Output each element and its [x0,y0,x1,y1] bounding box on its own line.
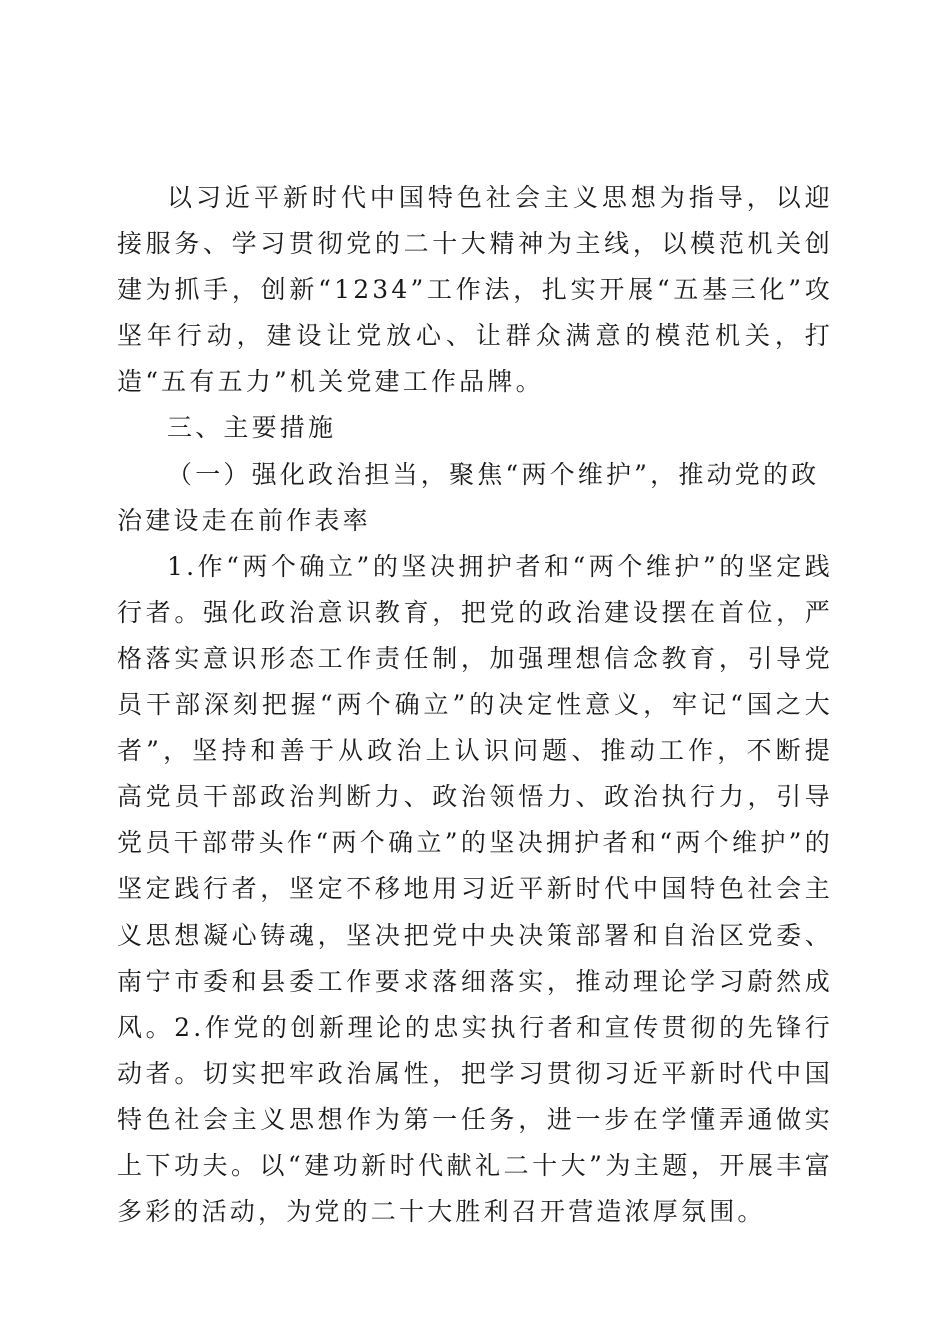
guiding-ideology-paragraph: 以习近平新时代中国特色社会主义思想为指导，以迎接服务、学习贯彻党的二十大精神为主线，以模范机关创建为抓手，创新“1234”工作法，扎实开展“五基三化”攻坚年行动，建设让党放心、让群众满意的模范机关，打造“五有五力”机关党建工作品牌。 [117,183,833,397]
subsection-heading-political-responsibility: （一）强化政治担当，聚焦“两个维护”，推动党的政治建设走在前作表率 [117,459,820,535]
measure-items-paragraph: 1.作“两个确立”的坚决拥护者和“两个维护”的坚定践行者。强化政治意识教育，把党的政治建设摆在首位，严格落实意识形态工作责任制，加强理想信念教育，引导党员干部深刻把握“两个确立”的决定性意义，牢记“国之大者”，坚持和善于从政治上认识问题、推动工作，不断提高党员干部政治判断力、政治领悟力、政治执行力，引导党员干部带头作“两个确立”的坚决拥护者和“两个维护”的坚定践行者，坚定不移地用习近平新时代中国特色社会主义思想凝心铸魂，坚决把党中央决策部署和自治区党委、南宁市委和县委工作要求落细落实，推动理论学习蔚然成风。2.作党的创新理论的忠实执行者和宣传贯彻的先锋行动者。切实把牢政治属性，把学习贯彻习近平新时代中国特色社会主义思想作为第一任务，进一步在学懂弄通做实上下功夫。以“建功新时代献礼二十大”为主题，开展丰富多彩的活动，为党的二十大胜利召开营造浓厚氛围。 [117,551,833,1227]
document-body [117,175,833,1235]
section-heading-main-measures: 三、主要措施 [167,413,337,443]
